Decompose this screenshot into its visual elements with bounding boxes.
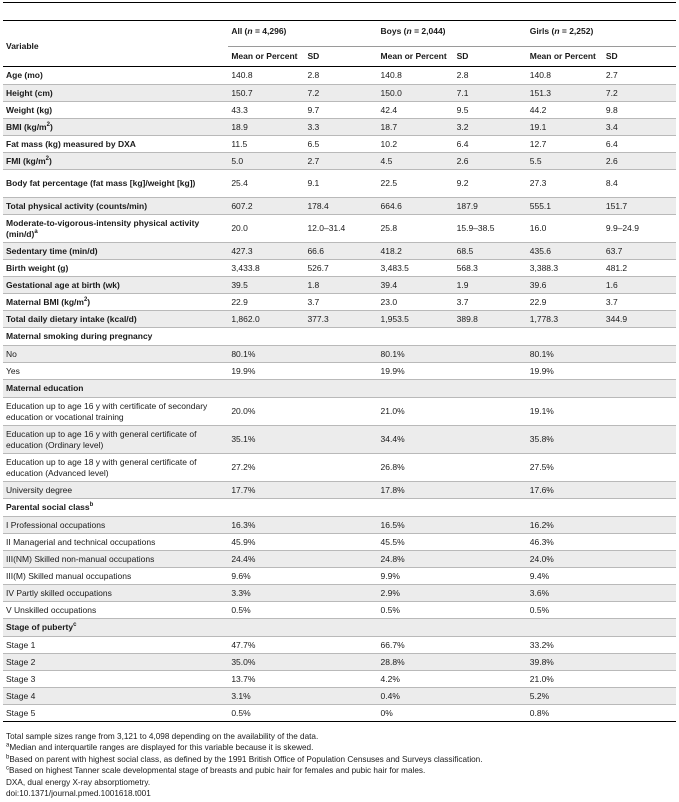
cell-sd — [603, 568, 676, 585]
table-row — [3, 602, 676, 619]
table-row — [3, 243, 676, 260]
cell-mean: 24.4% — [228, 551, 304, 568]
row-label: Fat mass (kg) measured by DXA — [3, 136, 228, 153]
cell-mean: 664.6 — [378, 198, 454, 215]
cell-sd — [304, 482, 377, 499]
cell-sd: 6.4 — [454, 136, 527, 153]
cell-mean: 46.3% — [527, 534, 603, 551]
row-label: Stage 2 — [3, 654, 228, 671]
cell-sd — [603, 363, 676, 380]
cell-mean: 22.9 — [527, 294, 603, 311]
row-label: Total physical activity (counts/min) — [3, 198, 228, 215]
cell-sd: 526.7 — [304, 260, 377, 277]
cell-mean: 418.2 — [378, 243, 454, 260]
table-row — [3, 215, 676, 243]
cell-sd — [304, 398, 377, 426]
table-row — [3, 688, 676, 705]
footnote-b: $^b$Based on parent with highest social class, as defined by the 1991 British Office of Population Censuses and Surveys classification. — [6, 754, 483, 764]
cell-sd: 2.7 — [304, 153, 377, 170]
table-row — [3, 136, 676, 153]
table-row — [3, 85, 676, 102]
row-label: Gestational age at birth (wk) — [3, 277, 228, 294]
cell-mean: 435.6 — [527, 243, 603, 260]
sd-header: SD — [603, 47, 676, 67]
cell-sd: 344.9 — [603, 311, 676, 328]
cell-sd: 15.9–38.5 — [454, 215, 527, 243]
group-header-boys: Boys (n = 2,044) — [378, 21, 527, 47]
cell-mean: 18.9 — [228, 119, 304, 136]
table-row — [3, 534, 676, 551]
row-label: II Managerial and technical occupations — [3, 534, 228, 551]
table-row — [3, 67, 676, 85]
top-rule — [3, 2, 676, 20]
cell-mean: 34.4% — [378, 426, 454, 454]
cell-mean: 140.8 — [378, 67, 454, 85]
cell-sd — [603, 654, 676, 671]
cell-mean: 0.5% — [228, 602, 304, 619]
table-row — [3, 153, 676, 170]
table-row — [3, 637, 676, 654]
cell-sd: 9.1 — [304, 170, 377, 198]
cell-sd — [603, 454, 676, 482]
cell-mean: 22.5 — [378, 170, 454, 198]
variable-header: Variable — [3, 21, 228, 67]
row-label: Maternal education — [3, 380, 676, 398]
cell-sd: 3.7 — [304, 294, 377, 311]
cell-mean: 43.3 — [228, 102, 304, 119]
cell-sd — [454, 602, 527, 619]
cell-sd: 12.0–31.4 — [304, 215, 377, 243]
cell-sd: 568.3 — [454, 260, 527, 277]
cell-mean: 0.5% — [378, 602, 454, 619]
cell-sd: 178.4 — [304, 198, 377, 215]
cell-mean: 25.8 — [378, 215, 454, 243]
cell-mean: 17.7% — [228, 482, 304, 499]
cell-sd: 9.2 — [454, 170, 527, 198]
row-label: Stage of puberty$^c$ — [3, 619, 676, 637]
cell-sd — [454, 637, 527, 654]
cell-mean: 24.0% — [527, 551, 603, 568]
mean-header: Mean or Percent — [228, 47, 304, 67]
cell-sd: 2.6 — [603, 153, 676, 170]
header-row-groups — [3, 21, 676, 47]
cell-sd: 151.7 — [603, 198, 676, 215]
cell-mean: 16.0 — [527, 215, 603, 243]
table-row — [3, 568, 676, 585]
section-header-row — [3, 380, 676, 398]
cell-mean: 21.0% — [527, 671, 603, 688]
cell-mean: 16.5% — [378, 517, 454, 534]
cell-mean: 24.8% — [378, 551, 454, 568]
cell-mean: 39.8% — [527, 654, 603, 671]
cell-mean: 150.7 — [228, 85, 304, 102]
row-label: Maternal BMI $(kg/m^2)$ — [3, 294, 228, 311]
cell-mean: 35.0% — [228, 654, 304, 671]
mean-header: Mean or Percent — [378, 47, 454, 67]
cell-sd — [454, 551, 527, 568]
cell-sd: 7.2 — [304, 85, 377, 102]
cell-mean: 16.2% — [527, 517, 603, 534]
sd-header: SD — [454, 47, 527, 67]
cell-mean: 555.1 — [527, 198, 603, 215]
table-row — [3, 119, 676, 136]
cell-sd: 2.8 — [304, 67, 377, 85]
row-label: Birth weight (g) — [3, 260, 228, 277]
cell-mean: 5.0 — [228, 153, 304, 170]
table-row — [3, 551, 676, 568]
cell-sd — [304, 551, 377, 568]
cell-mean: 0.4% — [378, 688, 454, 705]
footnote-sample: Total sample sizes range from 3,121 to 4,098 depending on the availability of the data. — [6, 732, 319, 741]
cell-sd — [454, 568, 527, 585]
cell-mean: 0.8% — [527, 705, 603, 722]
cell-mean: 9.6% — [228, 568, 304, 585]
cell-sd — [304, 534, 377, 551]
cell-mean: 35.1% — [228, 426, 304, 454]
cell-sd: 8.4 — [603, 170, 676, 198]
cell-mean: 19.9% — [228, 363, 304, 380]
cell-mean: 3.6% — [527, 585, 603, 602]
table-row — [3, 294, 676, 311]
table-row — [3, 654, 676, 671]
table-row — [3, 198, 676, 215]
row-label: I Professional occupations — [3, 517, 228, 534]
cell-sd: 7.1 — [454, 85, 527, 102]
cell-sd: 9.7 — [304, 102, 377, 119]
cell-sd: 377.3 — [304, 311, 377, 328]
row-label: FMI $(kg/m^2)$ — [3, 153, 228, 170]
cell-mean: 42.4 — [378, 102, 454, 119]
cell-mean: 2.9% — [378, 585, 454, 602]
section-header-row — [3, 499, 676, 517]
cell-mean: 427.3 — [228, 243, 304, 260]
cell-sd — [603, 705, 676, 722]
section-header-row — [3, 619, 676, 637]
cell-mean: 1,953.5 — [378, 311, 454, 328]
table-row — [3, 170, 676, 198]
cell-mean: 12.7 — [527, 136, 603, 153]
cell-mean: 5.5 — [527, 153, 603, 170]
row-label: Education up to age 16 y with certificate of secondary education or vocational training — [3, 398, 228, 426]
cell-sd: 3.4 — [603, 119, 676, 136]
table-body — [3, 67, 676, 722]
cell-sd — [454, 426, 527, 454]
cell-mean: 80.1% — [527, 346, 603, 363]
cell-sd: 7.2 — [603, 85, 676, 102]
cell-mean: 9.4% — [527, 568, 603, 585]
cell-sd — [454, 705, 527, 722]
cell-mean: 27.5% — [527, 454, 603, 482]
cell-sd — [304, 688, 377, 705]
cell-sd — [454, 454, 527, 482]
cell-sd: 9.5 — [454, 102, 527, 119]
table-container — [3, 2, 676, 799]
row-label: Stage 4 — [3, 688, 228, 705]
cell-sd — [454, 688, 527, 705]
cell-sd: 63.7 — [603, 243, 676, 260]
row-label: Age (mo) — [3, 67, 228, 85]
cell-sd: 6.4 — [603, 136, 676, 153]
cell-sd — [603, 398, 676, 426]
cell-mean: 1,778.3 — [527, 311, 603, 328]
footnote-doi: doi:10.1371/journal.pmed.1001618.t001 — [6, 789, 151, 799]
cell-sd — [454, 398, 527, 426]
row-label: BMI $(kg/m^2)$ — [3, 119, 228, 136]
table-row — [3, 454, 676, 482]
cell-sd — [454, 654, 527, 671]
row-label: Parental social class$^b$ — [3, 499, 676, 517]
cell-mean: 140.8 — [228, 67, 304, 85]
footnotes — [3, 731, 676, 799]
row-label: Maternal smoking during pregnancy — [3, 328, 676, 346]
cell-sd — [304, 602, 377, 619]
cell-mean: 150.0 — [378, 85, 454, 102]
cell-mean: 3,388.3 — [527, 260, 603, 277]
cell-sd — [454, 363, 527, 380]
row-label: III(NM) Skilled non-manual occupations — [3, 551, 228, 568]
cell-mean: 17.6% — [527, 482, 603, 499]
cell-sd — [603, 426, 676, 454]
table-row — [3, 311, 676, 328]
cell-mean: 19.1 — [527, 119, 603, 136]
cell-mean: 607.2 — [228, 198, 304, 215]
cell-mean: 27.2% — [228, 454, 304, 482]
row-label: Yes — [3, 363, 228, 380]
group-header-all: All (n = 4,296) — [228, 21, 377, 47]
cell-mean: 5.2% — [527, 688, 603, 705]
cell-mean: 0.5% — [228, 705, 304, 722]
cell-sd — [304, 654, 377, 671]
cell-mean: 4.2% — [378, 671, 454, 688]
cell-mean: 3,483.5 — [378, 260, 454, 277]
row-label: University degree — [3, 482, 228, 499]
cell-sd — [603, 637, 676, 654]
cell-mean: 11.5 — [228, 136, 304, 153]
table-row — [3, 671, 676, 688]
mean-header: Mean or Percent — [527, 47, 603, 67]
cell-sd — [304, 568, 377, 585]
cell-sd — [603, 346, 676, 363]
cell-mean: 151.3 — [527, 85, 603, 102]
cell-sd — [603, 585, 676, 602]
cell-sd — [304, 517, 377, 534]
table-row — [3, 398, 676, 426]
row-label: Stage 1 — [3, 637, 228, 654]
cell-mean: 20.0% — [228, 398, 304, 426]
table-row — [3, 260, 676, 277]
row-label: Body fat percentage (fat mass [kg]/weight [kg]) — [3, 170, 228, 198]
cell-sd — [304, 426, 377, 454]
row-label: Stage 5 — [3, 705, 228, 722]
cell-mean: 13.7% — [228, 671, 304, 688]
cell-mean: 4.5 — [378, 153, 454, 170]
cell-sd — [304, 346, 377, 363]
cell-mean: 3.1% — [228, 688, 304, 705]
cell-sd: 3.2 — [454, 119, 527, 136]
cell-mean: 19.1% — [527, 398, 603, 426]
table-row — [3, 585, 676, 602]
cell-mean: 0% — [378, 705, 454, 722]
cell-mean: 45.9% — [228, 534, 304, 551]
table-row — [3, 277, 676, 294]
cell-sd — [603, 602, 676, 619]
table-row — [3, 517, 676, 534]
row-label: Education up to age 16 y with general certificate of education (Ordinary level) — [3, 426, 228, 454]
cell-sd — [304, 637, 377, 654]
cell-mean: 80.1% — [228, 346, 304, 363]
cell-mean: 23.0 — [378, 294, 454, 311]
cell-sd: 3.7 — [454, 294, 527, 311]
cell-sd — [454, 534, 527, 551]
cell-sd: 9.9–24.9 — [603, 215, 676, 243]
cell-mean: 25.4 — [228, 170, 304, 198]
row-label: Total daily dietary intake (kcal/d) — [3, 311, 228, 328]
cell-mean: 140.8 — [527, 67, 603, 85]
cell-mean: 22.9 — [228, 294, 304, 311]
cell-mean: 19.9% — [527, 363, 603, 380]
cell-sd: 6.5 — [304, 136, 377, 153]
cell-sd: 389.8 — [454, 311, 527, 328]
cell-mean: 1,862.0 — [228, 311, 304, 328]
row-label: III(M) Skilled manual occupations — [3, 568, 228, 585]
cell-sd — [304, 363, 377, 380]
cell-mean: 33.2% — [527, 637, 603, 654]
cell-mean: 21.0% — [378, 398, 454, 426]
row-label: Weight (kg) — [3, 102, 228, 119]
cell-sd: 481.2 — [603, 260, 676, 277]
cell-sd: 1.8 — [304, 277, 377, 294]
cell-mean: 3,433.8 — [228, 260, 304, 277]
cell-sd: 2.6 — [454, 153, 527, 170]
cell-sd — [454, 346, 527, 363]
table-row — [3, 102, 676, 119]
cell-sd: 1.9 — [454, 277, 527, 294]
row-label: V Unskilled occupations — [3, 602, 228, 619]
footnote-dxa: DXA, dual energy X-ray absorptiometry. — [6, 777, 151, 787]
cell-sd — [454, 585, 527, 602]
cell-sd: 187.9 — [454, 198, 527, 215]
cell-mean: 28.8% — [378, 654, 454, 671]
cell-sd — [603, 688, 676, 705]
cell-mean: 80.1% — [378, 346, 454, 363]
cell-mean: 47.7% — [228, 637, 304, 654]
cell-mean: 35.8% — [527, 426, 603, 454]
cell-mean: 20.0 — [228, 215, 304, 243]
cell-mean: 39.4 — [378, 277, 454, 294]
row-label: Sedentary time (min/d) — [3, 243, 228, 260]
cell-sd — [603, 482, 676, 499]
footnote-c: $^c$Based on highest Tanner scale developmental stage of breasts and pubic hair for females and pubic hair for males. — [6, 765, 426, 776]
row-label: Height (cm) — [3, 85, 228, 102]
sd-header: SD — [304, 47, 377, 67]
cell-sd — [454, 671, 527, 688]
group-header-girls: Girls (n = 2,252) — [527, 21, 676, 47]
row-label: No — [3, 346, 228, 363]
cell-mean: 18.7 — [378, 119, 454, 136]
cell-mean: 66.7% — [378, 637, 454, 654]
cell-sd — [603, 551, 676, 568]
table-row — [3, 482, 676, 499]
cell-sd: 66.6 — [304, 243, 377, 260]
cell-mean: 10.2 — [378, 136, 454, 153]
cell-mean: 16.3% — [228, 517, 304, 534]
section-header-row — [3, 328, 676, 346]
cell-mean: 26.8% — [378, 454, 454, 482]
cell-sd: 1.6 — [603, 277, 676, 294]
cell-sd — [304, 705, 377, 722]
row-label: Stage 3 — [3, 671, 228, 688]
cell-sd — [454, 517, 527, 534]
cell-sd — [603, 517, 676, 534]
cell-sd: 2.7 — [603, 67, 676, 85]
cell-sd: 2.8 — [454, 67, 527, 85]
row-label: IV Partly skilled occupations — [3, 585, 228, 602]
footnote-a: $^a$Median and interquartile ranges are displayed for this variable because it is skewed. — [6, 742, 314, 753]
cell-mean: 39.6 — [527, 277, 603, 294]
characteristics-table — [3, 20, 676, 722]
cell-mean: 44.2 — [527, 102, 603, 119]
cell-mean: 3.3% — [228, 585, 304, 602]
cell-sd — [603, 534, 676, 551]
table-row — [3, 346, 676, 363]
row-label: Education up to age 18 y with general certificate of education (Advanced level) — [3, 454, 228, 482]
cell-sd: 68.5 — [454, 243, 527, 260]
cell-sd: 9.8 — [603, 102, 676, 119]
cell-mean: 17.8% — [378, 482, 454, 499]
cell-sd — [304, 585, 377, 602]
cell-mean: 45.5% — [378, 534, 454, 551]
table-row — [3, 426, 676, 454]
table-row — [3, 705, 676, 722]
cell-sd: 3.7 — [603, 294, 676, 311]
cell-sd — [603, 671, 676, 688]
cell-mean: 0.5% — [527, 602, 603, 619]
cell-sd — [304, 671, 377, 688]
table-row — [3, 363, 676, 380]
cell-sd: 3.3 — [304, 119, 377, 136]
cell-sd — [454, 482, 527, 499]
cell-mean: 39.5 — [228, 277, 304, 294]
cell-sd — [304, 454, 377, 482]
cell-mean: 9.9% — [378, 568, 454, 585]
cell-mean: 27.3 — [527, 170, 603, 198]
row-label: Moderate-to-vigorous-intensity physical activity $(\min/d)^a$ — [3, 215, 228, 243]
cell-mean: 19.9% — [378, 363, 454, 380]
